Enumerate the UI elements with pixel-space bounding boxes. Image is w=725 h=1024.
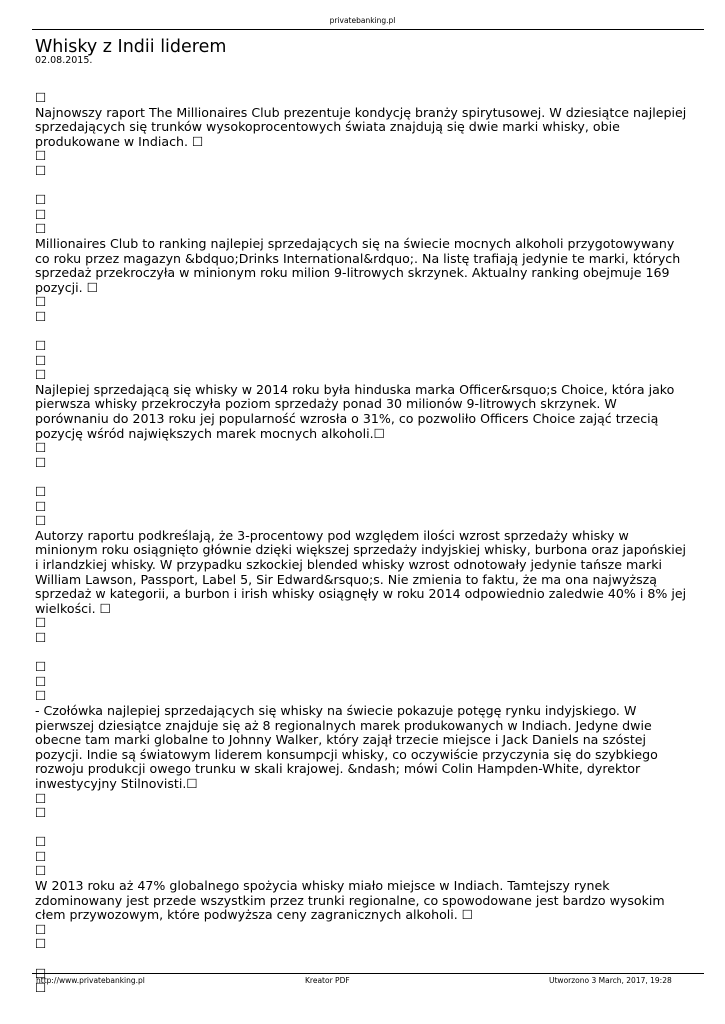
placeholder-box: ☐ bbox=[35, 673, 47, 689]
site-header: privatebanking.pl bbox=[329, 16, 396, 25]
placeholder-box: ☐ bbox=[35, 440, 47, 456]
footer-created: Utworzono 3 March, 2017, 19:28 bbox=[549, 976, 672, 985]
placeholder-box: ☐ bbox=[35, 206, 47, 222]
placeholder-box: ☐ bbox=[35, 980, 47, 996]
placeholder-box: ☐ bbox=[35, 790, 47, 806]
footer-url: http://www.privatebanking.pl bbox=[36, 976, 145, 985]
placeholder-box: ☐ bbox=[35, 615, 47, 631]
placeholder-box: ☐ bbox=[35, 367, 47, 383]
placeholder-box: ☐ bbox=[35, 805, 47, 821]
placeholder-box: ☐ bbox=[35, 294, 47, 310]
placeholder-box: ☐ bbox=[35, 863, 47, 879]
placeholder-box: ☐ bbox=[35, 513, 47, 529]
article-body bbox=[35, 91, 690, 996]
footer-rule bbox=[32, 973, 704, 974]
placeholder-box: ☐ bbox=[35, 921, 47, 937]
paragraph-5: - Czołówka najlepiej sprzedających się whisky na świecie pokazuje potęgę rynku indyjskiego. W pierwszej dziesiątce znajduje się aż 8 regionalnych marek produkowanych w Indiach. Jedyne dwie obecne tam marki globalne to Johnny Walker, który zajął trzecie miejsce i Jack Daniels na szóstej pozycji. Indie są światowym liderem konsumpcji whisky, co oczywiście przyczynia się do szybkiego rozwoju produkcji owego trunku w skali krajowej. &ndash; mówi Colin Hampden-White, dyrektor inwestycyjny Stilnovisti.☐ bbox=[35, 702, 658, 791]
footer-generator: Kreator PDF bbox=[305, 976, 350, 985]
placeholder-box: ☐ bbox=[35, 965, 47, 981]
placeholder-box: ☐ bbox=[35, 162, 47, 178]
placeholder-box: ☐ bbox=[35, 498, 47, 514]
placeholder-box: ☐ bbox=[35, 454, 47, 470]
article-title: Whisky z Indii liderem bbox=[35, 37, 227, 57]
placeholder-box: ☐ bbox=[35, 308, 47, 324]
placeholder-box: ☐ bbox=[35, 90, 47, 105]
placeholder-box: ☐ bbox=[35, 148, 47, 164]
paragraph-3: Najlepiej sprzedającą się whisky w 2014 roku była hinduska marka Officer&rsquo;s Choice, która jako pierwsza whisky przekroczyła poziom sprzedaży ponad 30 milionów 9-litrowych skrzynek. W porównaniu do 2013 roku jej popularność wzrosła o 31%, co pozwoliło Officers Choice zająć trzecią pozycję wśród największych marek mocnych alkoholi.☐ bbox=[35, 381, 675, 441]
paragraph-1: Najnowszy raport The Millionaires Club prezentuje kondycję branży spirytusowej. W dziesiątce najlepiej sprzedających się trunków wysokoprocentowych świata znajdują się dwie marki whisky, obie produkowane w Indiach. ☐ bbox=[35, 104, 687, 149]
paragraph-2: Millionaires Club to ranking najlepiej sprzedających się na świecie mocnych alkoholi przygotowywany co roku przez magazyn &bdquo;Drinks International&rdquo;. Na listę trafiają jedynie te marki, których sprzedaż przekroczyła w minionym roku milion 9-litrowych skrzynek. Aktualny ranking obejmuje 169 pozycji. ☐ bbox=[35, 235, 681, 295]
article-date: 02.08.2015. bbox=[35, 55, 93, 66]
paragraph-6: W 2013 roku aż 47% globalnego spożycia whisky miało miejsce w Indiach. Tamtejszy rynek zdominowany jest przede wszystkim przez trunki regionalne, co spowodowane jest bardzo wysokim cłem przywozowym, które podwyższa ceny zagranicznych alkoholi. ☐ bbox=[35, 878, 665, 923]
header-rule bbox=[32, 29, 704, 30]
placeholder-box: ☐ bbox=[35, 338, 47, 354]
paragraph-4: Autorzy raportu podkreślają, że 3-procentowy pod względem ilości wzrost sprzedaży whisky w minionym roku osiągnięto głównie dzięki większej sprzedaży indyjskiej whisky, burbona oraz japońskiej i irlandzkiej whisky. W przypadku szkockiej blended whisky wzrost odnotowały jedynie tańsze marki William Lawson, Passport, Label 5, Sir Edward&rsquo;s. Nie zmienia to faktu, że ma ona najwyższą sprzedaż w kategorii, a burbon i irish whisky osiągnęły w roku 2014 odpowiednio zaledwie 40% i 8% jej wielkości. ☐ bbox=[35, 527, 687, 616]
placeholder-box: ☐ bbox=[35, 352, 47, 368]
placeholder-box: ☐ bbox=[35, 659, 47, 675]
placeholder-box: ☐ bbox=[35, 688, 47, 704]
placeholder-box: ☐ bbox=[35, 484, 47, 500]
placeholder-box: ☐ bbox=[35, 834, 47, 850]
placeholder-box: ☐ bbox=[35, 936, 47, 952]
placeholder-box: ☐ bbox=[35, 221, 47, 237]
placeholder-box: ☐ bbox=[35, 192, 47, 208]
placeholder-box: ☐ bbox=[35, 629, 47, 645]
placeholder-box: ☐ bbox=[35, 848, 47, 864]
